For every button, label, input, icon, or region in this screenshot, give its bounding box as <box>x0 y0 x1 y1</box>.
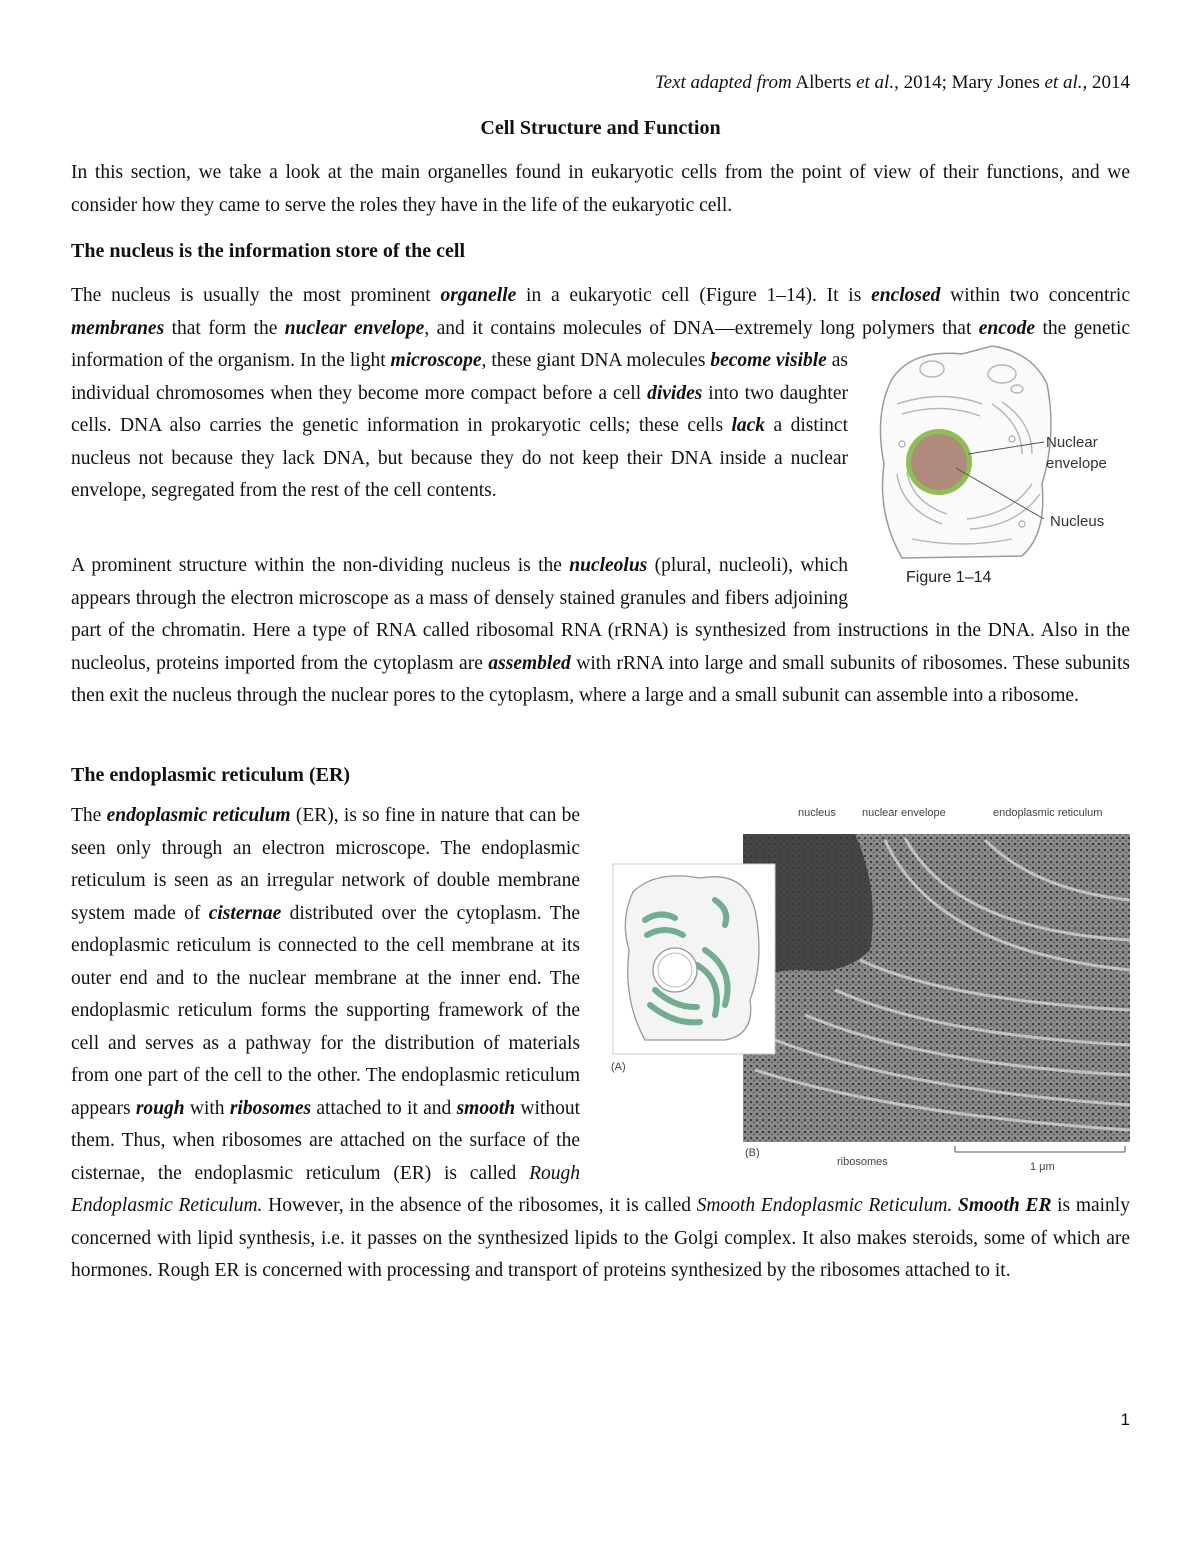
er-micrograph-figure <box>605 800 1135 1180</box>
er-paragraph: The endoplasmic reticulum (ER), is so fine in nature that can be seen only through an electron microscope. The endoplasmic reticulum is seen as an irregular network of double membrane system made of cisternae distributed over the cytoplasm. The endoplasmic reticulum is connected to the cell membrane at its outer end and to the nuclear membrane at the inner end. The endoplasmic reticulum forms the supporting framework of the cell and serves as a pathway for the distribution of materials from one part of the cell to the other. The endoplasmic reticulum appears rough with ribosomes attached to it and smooth without them. Thus, when ribosomes are attached on the surface of the cisternae, the endoplasmic reticulum (ER) is called Rough Endoplasmic Reticulum. However, in the absence of the ribosomes, it is called Smooth Endoplasmic Reticulum. Smooth ER is mainly concerned with lipid synthesis, i.e. it passes on the synthesized lipids to the Golgi complex. It also makes steroids, some of which are hormones. Rough ER is concerned with processing and transport of proteins synthesized by the ribosomes attached to it. <box>71 805 1130 1281</box>
inset-nucleus <box>653 948 697 992</box>
label-scale: 1 μm <box>1030 1161 1055 1173</box>
label-b: (B) <box>745 1147 760 1159</box>
page-number: 1 <box>1120 1410 1130 1429</box>
page-title: Cell Structure and Function <box>480 117 721 139</box>
label-nuclear-envelope: nuclear envelope <box>862 807 946 819</box>
nucleus-heading: The nucleus is the information store of the cell <box>71 240 466 262</box>
er-figure <box>605 800 1135 1180</box>
label-ribosomes: ribosomes <box>837 1156 888 1168</box>
label-nuclear: Nuclear <box>1046 434 1098 451</box>
label-er: endoplasmic reticulum <box>993 807 1103 819</box>
source-reference: Text adapted from Alberts et al., 2014; Mary Jones et al., 2014 <box>654 72 1130 93</box>
er-heading: The endoplasmic reticulum (ER) <box>71 764 351 786</box>
label-envelope: envelope <box>1046 455 1107 472</box>
figure-1-14 <box>872 344 1130 594</box>
nucleus-body <box>911 434 967 490</box>
label-a: (A) <box>611 1061 626 1073</box>
figure-caption: Figure 1–14 <box>906 569 992 586</box>
nucleus-paragraph: The nucleus is usually the most prominent organelle in a eukaryotic cell (Figure 1–14). It is enclosed within two concentric membranes that form the nuclear envelope, and it contains molecules of DNA—extremely long polymers that encode the genetic information of the organism. In the light microscope, these giant DNA molecules become visible as individual chromosomes when they become more compact before a cell divides into two daughter cells. DNA also carries the genetic information in prokaryotic cells; these cells lack a distinct nucleus not because they lack DNA, but because they do not keep their DNA inside a nuclear envelope, segregated from the rest of the cell contents. <box>71 280 1130 540</box>
cell-diagram <box>872 344 1130 594</box>
label-nucleus: nucleus <box>798 807 836 819</box>
nucleolus-paragraph: A prominent structure within the non-dividing nucleus is the nucleolus (plural, nucleoli), which appears through the electron microscope as a mass of densely stained granules and fibers adjoining part of the chromatin. Here a type of RNA called ribosomal RNA (rRNA) is synthesized from instructions in the DNA. Also in the nucleolus, proteins imported from the cytoplasm are assembled with rRNA into large and small subunits of ribosomes. These subunits then exit the nucleus through the nuclear pores to the cytoplasm, where a large and a small subunit can assemble into a ribosome. <box>71 555 1130 706</box>
label-nucleus: Nucleus <box>1050 513 1105 530</box>
intro-paragraph: In this section, we take a look at the main organelles found in eukaryotic cells from the point of view of their functions, and we consider how they came to serve the roles they have in the life of the eukaryotic cell. <box>71 162 1130 216</box>
